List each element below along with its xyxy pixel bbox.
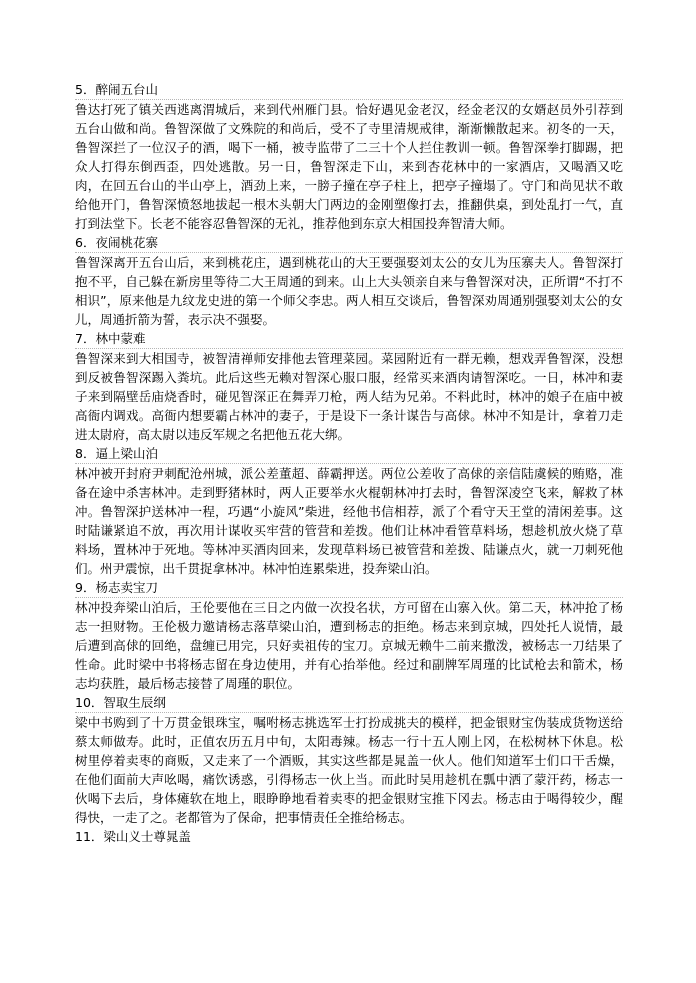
section-7 bbox=[75, 329, 623, 444]
section-title: 11．梁山义士尊晁盖 bbox=[75, 829, 191, 844]
section-title: 10．智取生辰纲 bbox=[75, 695, 166, 710]
section-9 bbox=[75, 578, 623, 693]
section-body: 林冲被开封府尹刺配沧州城，派公差董超、薛霸押送。两位公差收了高俅的亲信陆虞候的贿赂，准备在途中杀害林冲。走到野猪林时，两人正要举水火棍朝林冲打去时，鲁智深凌空飞来，解救了林冲。鲁智深护送林冲一程，巧遇“小旋风”柴进，经他书信相荐，派了个看守天王堂的清闲差事。这时陆谦紧追不放，再次用计谋收买牢营的管营和差拨。他们让林冲看管草料场，想趁机放火烧了草料场，置林冲于死地。等林冲买酒肉回来，发现草料场已被管营和差拨、陆谦点火，就一刀刺死他们。州尹震惊，出千贯捉拿林冲。林冲怕连累柴进，投奔梁山泊。 bbox=[75, 463, 623, 578]
section-title: 9．杨志卖宝刀 bbox=[75, 580, 158, 595]
section-10 bbox=[75, 693, 623, 827]
section-body: 林冲投奔梁山泊后，王伦要他在三日之内做一次投名状，方可留在山寨入伙。第二天，林冲抢了杨志一担财物。王伦极力邀请杨志落草梁山泊，遭到杨志的拒绝。杨志来到京城，四处托人说情，最后遭到高俅的回绝，盘缠已用完，只好卖祖传的宝刀。京城无赖牛二前来撒泼，被杨志一刀结果了性命。此时梁中书将杨志留在身边使用，并有心抬举他。经过和副牌军周瑾的比试枪去和箭术，杨志均获胜，最后杨志接替了周瑾的职位。 bbox=[75, 597, 623, 693]
section-body: 鲁达打死了镇关西逃离渭城后，来到代州雁门县。恰好遇见金老汉，经金老汉的女婿赵员外引荐到五台山做和尚。鲁智深做了文殊院的和尚后，受不了寺里清规戒律，渐渐懒散起来。初冬的一天，鲁智深拦了一位汉子的酒，喝下一桶，被寺监带了二三十个人拦住教训一顿。鲁智深拳打脚踢，把众人打得东倒西歪，四处逃散。另一日，鲁智深走下山，来到杏花林中的一家酒店，又喝酒又吃肉，在回五台山的半山亭上，酒劲上来，一膀子撞在亭子柱上，把亭子撞塌了。守门和尚见状不敢给他开门，鲁智深愤怒地拔起一根木头朝大门两边的金刚塑像打去，推翻供桌，到处乱打一气，直打到法堂下。长老不能容忍鲁智深的无礼，推荐他到东京大相国投奔智清大师。 bbox=[75, 99, 623, 233]
section-11 bbox=[75, 827, 623, 846]
section-5 bbox=[75, 80, 623, 233]
section-body: 鲁智深来到大相国寺，被智清禅师安排他去管理菜园。菜园附近有一群无赖，想戏弄鲁智深，没想到反被鲁智深踢入粪坑。此后这些无赖对智深心服口服，经常买来酒肉请智深吃。一日，林冲和妻子来到隔壁岳庙烧香时，碰见智深正在舞弄刀枪，两人结为兄弟。不料此时，林冲的娘子在庙中被高衙内调戏。高衙内想要霸占林冲的妻子，于是设下一条计谋告与高俅。林冲不知是计，拿着刀走进太尉府，高太尉以违反军规之名把他五花大绑。 bbox=[75, 348, 623, 444]
section-6 bbox=[75, 233, 623, 329]
section-title: 8．逼上梁山泊 bbox=[75, 446, 158, 461]
section-body: 梁中书购到了十万贯金银珠宝，嘱咐杨志挑选军士打扮成挑夫的模样，把金银财宝伪装成货物送给蔡太师做寿。此时，正值农历五月中旬，太阳毒辣。杨志一行十五人刚上冈，在松树林下休息。松树里停着卖枣的商贩，又走来了一个酒贩，其实这些都是晁盖一伙人。他们知道军士们口干舌燥，在他们面前大声吆喝，痛饮诱惑，引得杨志一伙上当。而此时吴用趁机在瓢中洒了蒙汗药，杨志一伙喝下去后，身体瘫软在地上，眼睁睁地看着卖枣的把金银财宝推下冈去。杨志由于喝得较少，醒得快，一走了之。老都管为了保命，把事情责任全推给杨志。 bbox=[75, 712, 623, 827]
section-8 bbox=[75, 444, 623, 578]
section-title: 7．林中蒙难 bbox=[75, 331, 146, 346]
section-title: 5．醉闹五台山 bbox=[75, 82, 158, 97]
section-body: 鲁智深离开五台山后，来到桃花庄，遇到桃花山的大王要强娶刘太公的女儿为压寨夫人。鲁智深打抱不平，自己躲在新房里等待二大王周通的到来。山上大头领亲自来与鲁智深对决，正所谓“不打不相识”，原来他是九纹龙史进的第一个师父李忠。两人相互交谈后，鲁智深劝周通别强娶刘太公的女儿，周通折箭为誓，表示决不强娶。 bbox=[75, 252, 623, 329]
section-title: 6．夜闹桃花寨 bbox=[75, 235, 158, 250]
